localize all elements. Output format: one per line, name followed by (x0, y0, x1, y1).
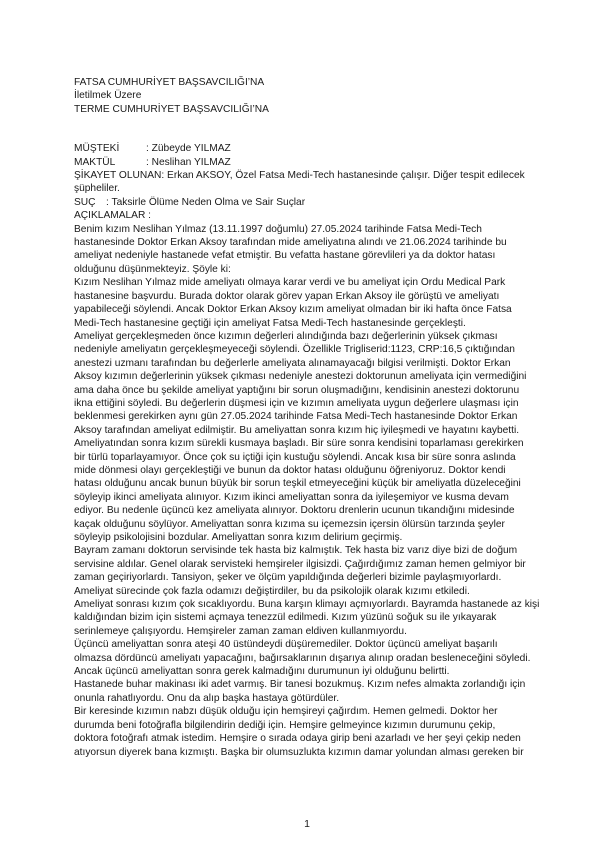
body-line: Ameliyat gerçekleşmeden önce kızımın değerleri alındığında bazı değerlerinin yüksek çıkması (74, 330, 498, 342)
spacer (74, 116, 542, 142)
header-line-3: TERME CUMHURİYET BAŞSAVCILIĞI’NA (74, 103, 269, 115)
maktul-label: MAKTÜL (74, 156, 116, 168)
body-line: kaldığından bizim için sistemi açmaya tenezzül edilmedi. Kızım yüzünü soğuk su ile yıkayarak (74, 612, 497, 624)
body-line: Ameliyatından sonra kızım sürekli kusmaya başladı. Bir süre sonra kendisini toparlaması gerekirken (74, 438, 524, 450)
body-line: Bir keresinde kızımın nabzı düşük olduğu için hemşireyi çağırdım. Hemen gelmedi. Doktor her (74, 706, 498, 718)
body-line: söyleyip psikolojisini bozdular. Ameliyattan sonra kızım delirium geçirmiş. (74, 532, 403, 543)
body-line: hastanesine başvurdu. Burada doktor olarak görev yapan Erkan Aksoy ile görüştü ve ameliyatı (74, 290, 500, 302)
musteki-value: : Zübeyde YILMAZ (146, 143, 231, 155)
body-line: onunla rahatlıyordu. Onu da alıp başka hastaya götürdüler. (74, 692, 340, 704)
aciklamalar-heading: AÇIKLAMALAR : (74, 210, 151, 222)
suc-row (74, 196, 542, 209)
body-line: Hastanede buhar makinası iki adet varmış. Bir tanesi bozukmuş. Kızım nefes almakta zorlandığı için (74, 679, 526, 691)
body-line: olmazsa dördüncü ameliyatı yapacağını, bağırsaklarının dışarıya alınıp oradan besleneceğini söyledi. (74, 652, 531, 664)
body-line: yapabileceği söylendi. Ancak Doktor Erkan Aksoy kızım ameliyat olmadan bir iki hafta önce Fatsa (74, 304, 512, 316)
body-line: hastanesinde Doktor Erkan Aksoy tarafından mide ameliyatına alındı ve 21.06.2024 tarihinde bu (74, 237, 507, 249)
body-line: ameliyat nedeniyle hastanede vefat etmiştir. Bu vefatta hastane görevlileri ya da doktor hatası (74, 250, 496, 262)
body-line: servisine aldılar. Genel olarak servisteki hemşireler ilgisizdi. Çağırdığımız zaman hemen gelmiyor bir (74, 558, 526, 570)
body-line: Aksoy kızımın değerlerinin yüksek çıkması nedeniyle anestezi doktorunun ameliyata için vermediğini (74, 371, 527, 383)
maktul-value: : Neslihan YILMAZ (146, 156, 231, 168)
body-line: ikna ettiğini söyledi. Bu değerlerin düşmesi için ve kızımın ameliyata uygun değerlere ulaşması için (74, 397, 519, 409)
body-line: Aksoy tarafından ameliyat edilmiştir. Bu ameliyattan sonra kızım hiç iyileşmedi ve hayatını kaybetti. (74, 424, 520, 436)
body-line: doktora fotoğrafı atmak istedim. Hemşire o sırada odaya girip beni azarladı ve her şeyi çekip neden (74, 733, 521, 745)
body-line: bir türlü toparlayamıyor. Önce çok su içtiği için kustuğu söylendi. Ancak kısa bir süre sonra aslında (74, 451, 516, 463)
document-body (74, 76, 542, 759)
page-number: 1 (304, 818, 310, 830)
sikayet-olunan: ŞİKAYET OLUNAN: Erkan AKSOY, Özel Fatsa Medi-Tech hastanesinde çalışır. Diğer tespit edilecek şüpheliler. (74, 170, 525, 195)
maktul-row (74, 156, 542, 169)
body-line: ama daha önce bu şekilde ameliyat yaptığını bir sorun oluşmadığını, kendisinin anestezi doktorunu (74, 384, 520, 396)
body-line: beklenmesi gerekirken aynı gün 27.05.2024 tarihinde Fatsa Medi-Tech hastanesinde Doktor Erkan (74, 411, 518, 423)
body-line: Üçüncü ameliyattan sonra ateşi 40 üstündeydi düşüremediler. Doktor üçüncü ameliyat başarılı (74, 639, 498, 651)
body-line: kaçak olduğunu söylüyor. Ameliyattan sonra kızıma su içemezsin içersin ölürsün tarzında şeyler (74, 518, 505, 530)
body-line: mide dönmesi olayı gerçekleştiği ve bunun da doktor hatası olduğunu öğreniyoruz. Doktor kendi (74, 464, 506, 476)
body-line: zaman geçiriyorlardı. Tansiyon, şeker ve ölçüm yapıldığında değerleri bizimle paylaşmıyorlardı. (74, 572, 502, 584)
header-line-2: İletilmek Üzere (74, 90, 142, 102)
body-line: atıyorsun diyerek bana kızmıştı. Başka bir olumsuzlukta kızımın damar yolundan alması gereken bir (74, 746, 524, 758)
body-line: serinlemeye çalışıyordu. Hemşireler zaman zaman eldiven kullanmıyordu. (74, 625, 407, 637)
body-line: Ancak üçüncü ameliyattan sonra gerek kalmadığını durumunun iyi olduğunu belirtti. (74, 666, 450, 678)
suc-value: : Taksirle Ölüme Neden Olma ve Sair Suçlar (106, 196, 306, 208)
body-line: Bayram zamanı doktorun servisinde tek hasta biz kalmıştık. Tek hasta biz varız diye bizi de doğum (74, 545, 518, 557)
body-line: Ameliyat sürecinde çok fazla odamızı değiştirdiler, bu da psikolojik olarak kızımı etkiledi. (74, 585, 470, 597)
body-line: Benim kızım Neslihan Yılmaz (13.11.1997 doğumlu) 27.05.2024 tarihinde Fatsa Medi-Tech (74, 223, 482, 235)
body-line: olduğunu düşünmekteyiz. Şöyle ki: (74, 263, 231, 275)
body-line: Kızım Neslihan Yılmaz mide ameliyatı olmaya karar verdi ve bu ameliyat için Ordu Medical Park (74, 277, 506, 289)
body-line: durumda beni fotoğrafla bilgilendirin dediği için. Hemşire gelmeyince kızımın durumunu çekip, (74, 719, 496, 731)
musteki-row (74, 142, 542, 155)
body-line: ediyor. Bu nedenle üçüncü kez ameliyata alınıyor. Doktoru drenlerin ucunun tıkandığını midesinde (74, 505, 515, 517)
musteki-label: MÜŞTEKİ (74, 143, 120, 155)
body-line: nedeniyle ameliyatın gerçekleşmeyeceği söylendi. Özellikle Trigliserid:1123, CRP:16,5 çıktığından (74, 344, 515, 356)
body-line: Ameliyat sonrası kızım çok sıcaklıyordu. Buna karşın klimayı açmıyorlardı. Bayramda hastanede az kişi (74, 599, 540, 611)
body-paragraphs (74, 223, 542, 759)
header-line-1: FATSA CUMHURİYET BAŞSAVCILIĞI’NA (74, 77, 265, 88)
body-line: söyleyip ikinci ameliyata alınıyor. Kızım ikinci ameliyattan sonra da iyileşemiyor ve kusma devam (74, 491, 509, 503)
body-line: anestezi uzmanı tarafından bu değerlerle ameliyata alınamayacağı bilgisi verilmişti. Doktor Erkan (74, 357, 511, 369)
body-line: hatası olduğunu ancak bunun büyük bir sorun teşkil etmeyeceğini küçük bir ameliyatla düzeleceğini (74, 478, 521, 490)
body-line: Medi-Tech hastanesine geçtiği için ameliyat Fatsa Medi-Tech hastanesinde gerçekleşti. (74, 317, 466, 329)
suc-label: SUÇ (74, 196, 96, 208)
